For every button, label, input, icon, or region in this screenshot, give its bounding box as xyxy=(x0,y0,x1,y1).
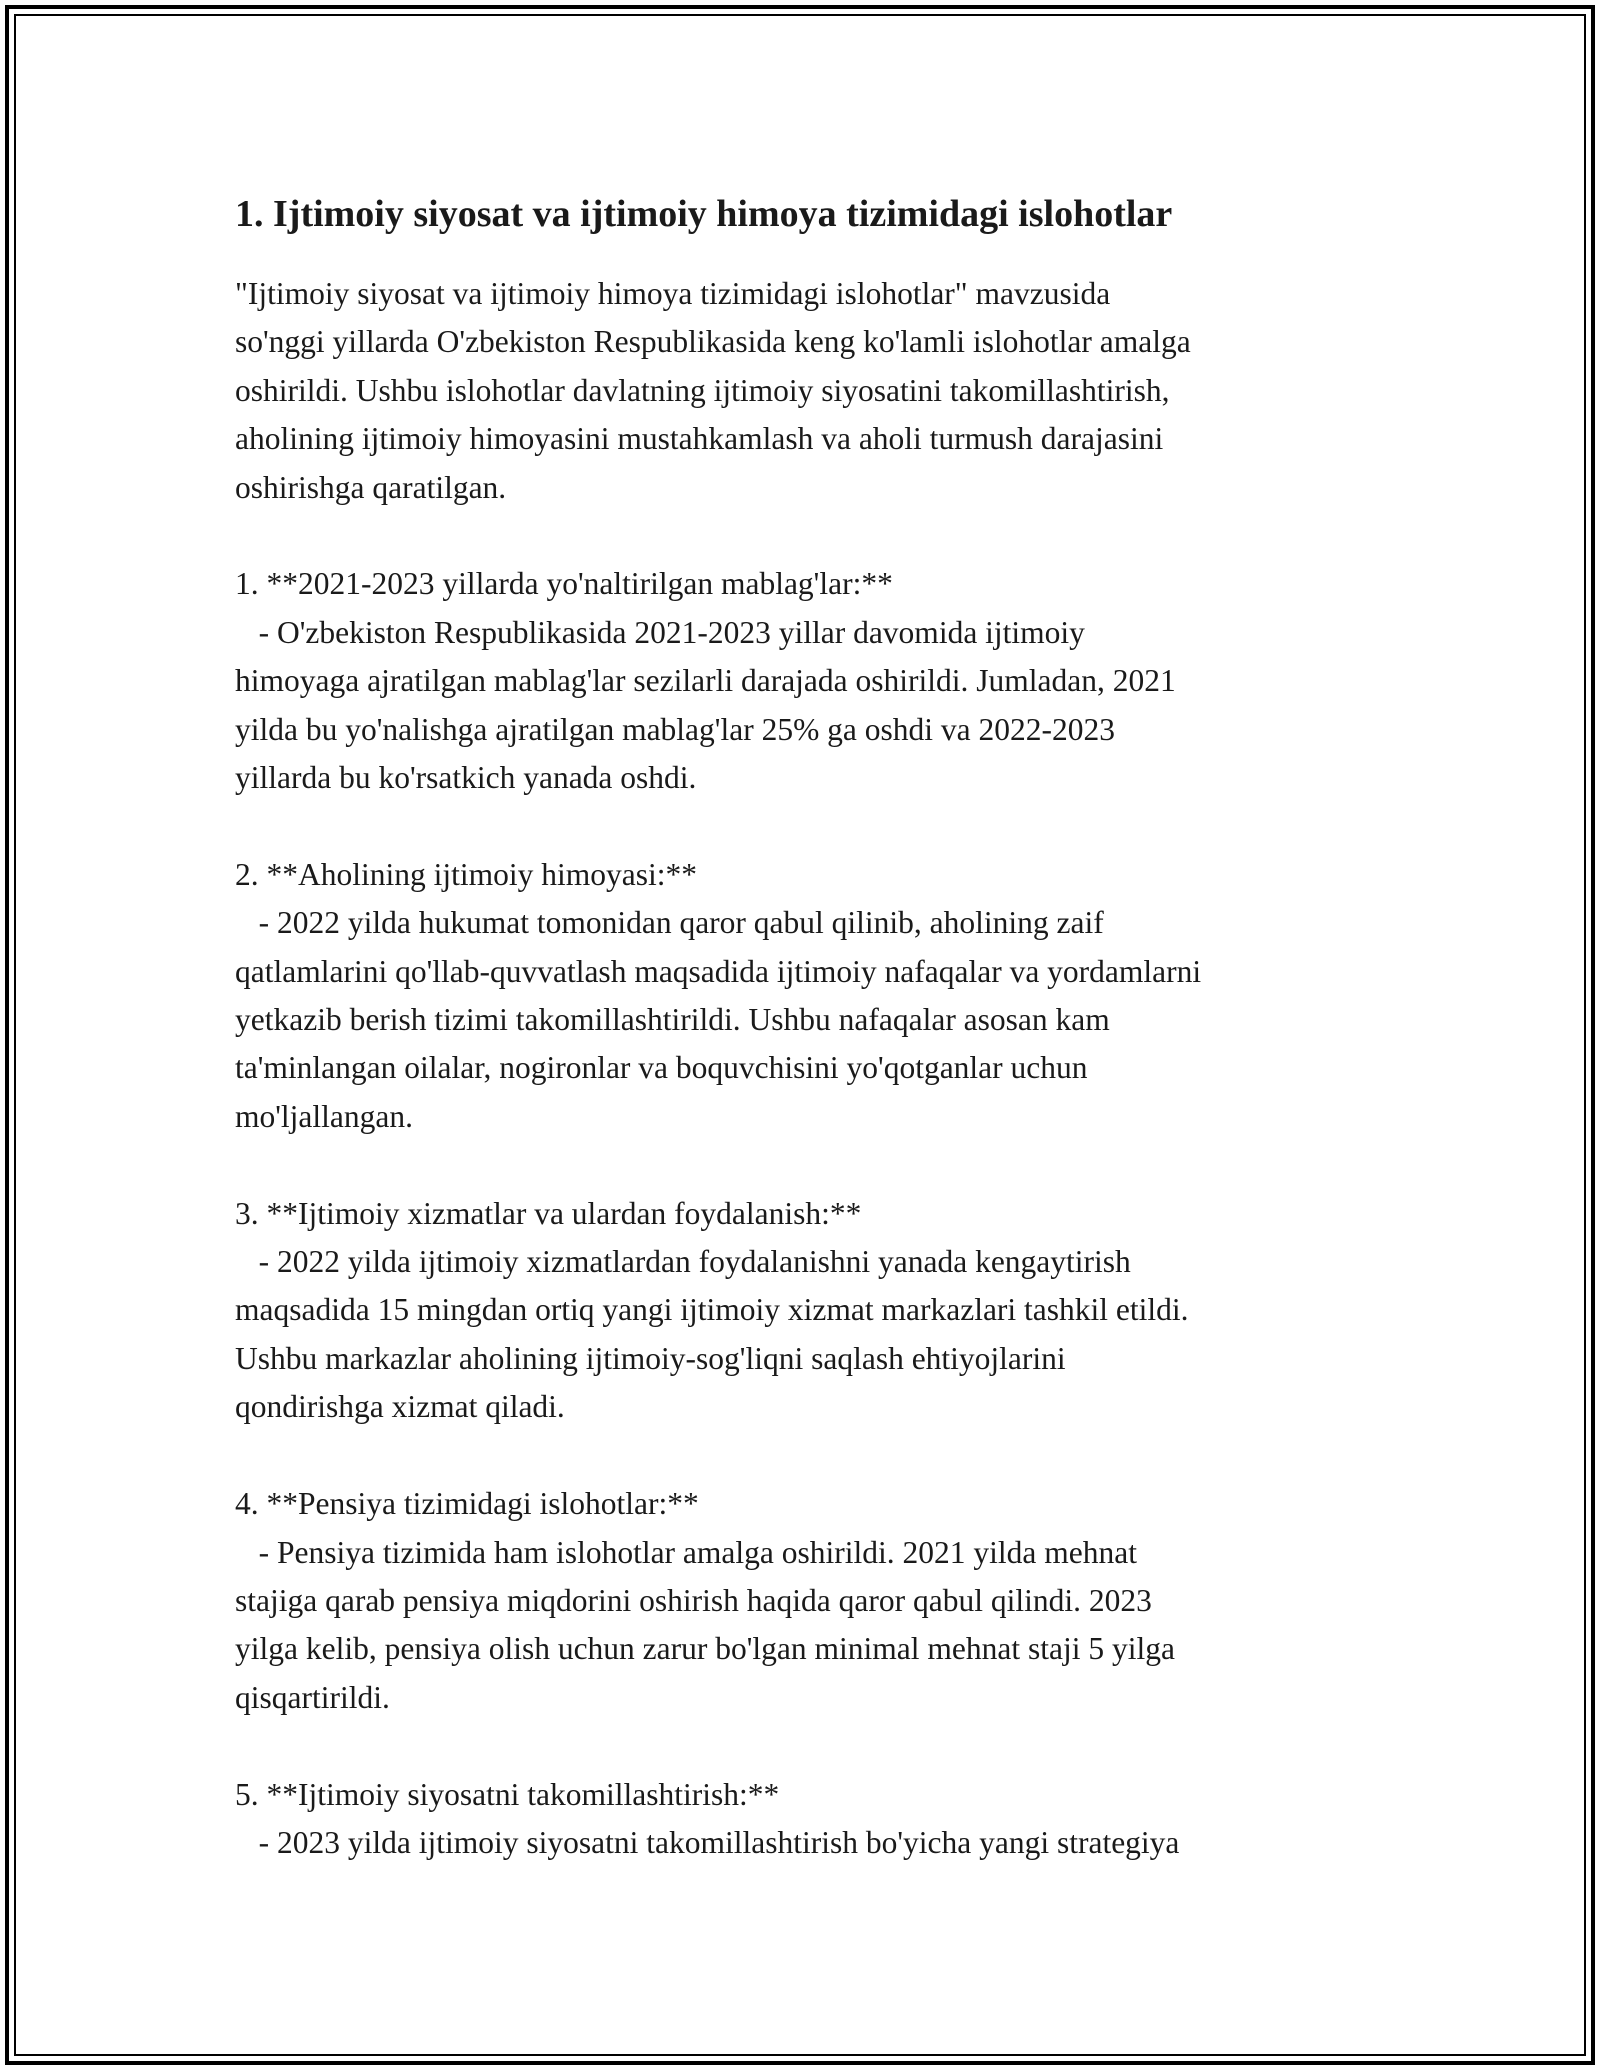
list-item-body: - 2023 yilda ijtimoiy siyosatni takomillashtirish bo'yicha yangi strategiya xyxy=(235,1824,1180,1860)
section-heading: 1. Ijtimoiy siyosat va ijtimoiy himoya tizimidagi islohotlar xyxy=(235,193,1173,235)
list-item-body: - O'zbekiston Respublikasida 2021-2023 yillar davomida ijtimoiy himoyaga ajratilgan mablag'lar sezilarli darajada oshirildi. Jumladan, 2021 yilda bu yo'nalishga ajratilgan mablag'lar 25% ga oshdi va 2022-2023 yillarda bu ko'rsatkich yanada oshdi. xyxy=(235,614,1176,796)
list-item xyxy=(235,1771,1385,1868)
list-item-title: 1. **2021-2023 yillarda yo'naltirilgan mablag'lar:** xyxy=(235,566,893,602)
list-item-body: - 2022 yilda hukumat tomonidan qaror qabul qilinib, aholining zaif qatlamlarini qo'llab-quvvatlash maqsadida ijtimoiy nafaqalar va yordamlarni yetkazib berish tizimi takomillashtirildi. Ushbu nafaqalar asosan kam ta'minlangan oilalar, nogironlar va boquvchisini yo'qotganlar uchun mo'ljallangan. xyxy=(235,905,1202,1134)
paragraph-gap xyxy=(235,802,1385,850)
paragraph-gap xyxy=(235,512,1385,560)
paragraph-gap xyxy=(235,1722,1385,1770)
list-item xyxy=(235,1190,1385,1432)
paragraph-gap xyxy=(235,1141,1385,1189)
list-item-body: - Pensiya tizimida ham islohotlar amalga oshirildi. 2021 yilda mehnat stajiga qarab pensiya miqdorini oshirish haqida qaror qabul qilindi. 2023 yilga kelib, pensiya olish uchun zarur bo'lgan minimal mehnat staji 5 yilga qisqartirildi. xyxy=(235,1534,1175,1715)
list-item-title: 4. **Pensiya tizimidagi islohotlar:** xyxy=(235,1486,699,1522)
list-item xyxy=(235,851,1385,1141)
list-item xyxy=(235,560,1385,802)
list-item-title: 5. **Ijtimoiy siyosatni takomillashtirish:** xyxy=(235,1776,780,1812)
intro-paragraph: "Ijtimoiy siyosat va ijtimoiy himoya tizimidagi islohotlar" mavzusida so'nggi yillarda O'zbekiston Respublikasida keng ko'lamli islohotlar amalga oshirildi. Ushbu islohotlar davlatning ijtimoiy siyosatini takomillashtirish, aholining ijtimoiy himoyasini mustahkamlash va aholi turmush darajasini oshirishga qaratilgan. xyxy=(235,276,1191,505)
paragraph-gap xyxy=(235,1432,1385,1480)
list-item xyxy=(235,1480,1385,1722)
list-item-body: - 2022 yilda ijtimoiy xizmatlardan foydalanishni yanada kengaytirish maqsadida 15 mingdan ortiq yangi ijtimoiy xizmat markazlari tashkil etildi. Ushbu markazlar aholining ijtimoiy-sog'liqni saqlash ehtiyojlarini qondirishga xizmat qiladi. xyxy=(235,1244,1189,1425)
document-content xyxy=(235,188,1385,1867)
list-item-title: 2. **Aholining ijtimoiy himoyasi:** xyxy=(235,856,698,892)
list-item-title: 3. **Ijtimoiy xizmatlar va ulardan foydalanish:** xyxy=(235,1195,862,1231)
